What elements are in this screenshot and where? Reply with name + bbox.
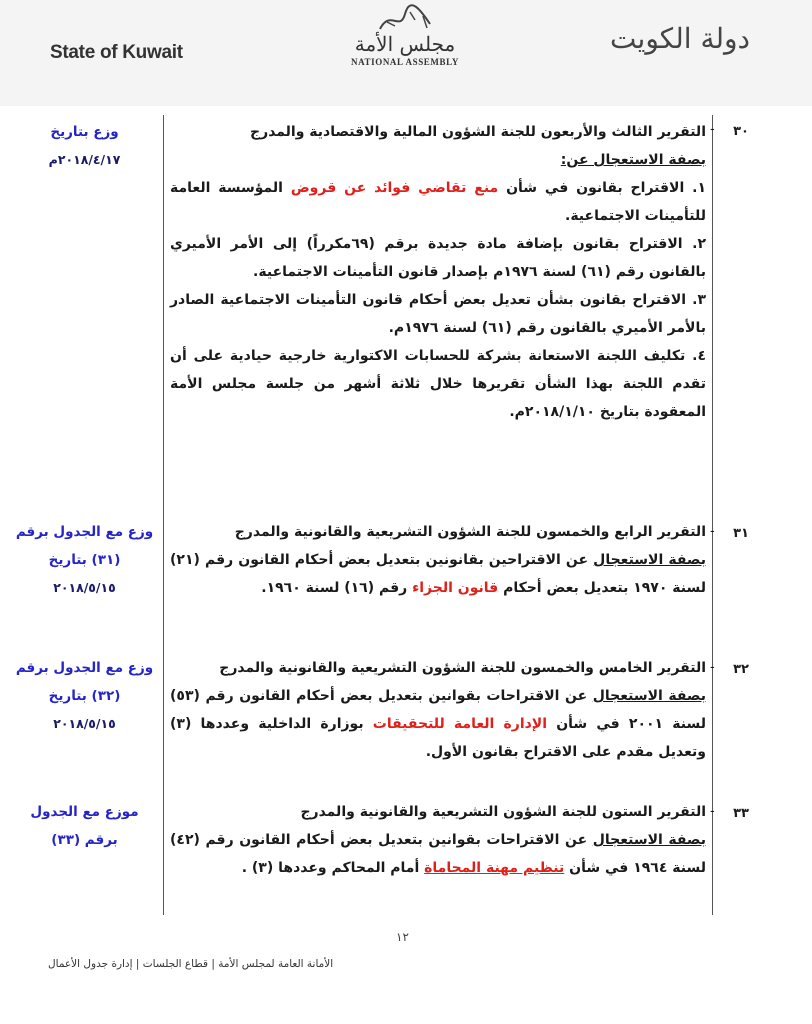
sub-item-1: ١. الاقتراح بقانون في شأن منع تقاضي فوائد عن قروض المؤسسة العامة للتأمينات الاجتماعية. — [170, 180, 707, 224]
national-assembly-emblem — [330, 4, 480, 74]
distribution-note — [12, 518, 157, 602]
note-label: وزع بتاريخ — [50, 124, 119, 140]
item-heading: التقرير الثالث والأربعون للجنة الشؤون المالية والاقتصادية والمدرج — [250, 124, 706, 140]
column-divider-right — [712, 115, 713, 915]
note-label: وزع مع الجدول برقم (٣٢) بتاريخ — [15, 660, 154, 704]
highlighted-topic: قانون الجزاء — [412, 580, 499, 596]
calligraphy-logo-icon — [375, 4, 435, 34]
footer-department: الأمانة العامة لمجلس الأمة | قطاع الجلسات | إدارة جدول الأعمال — [48, 958, 334, 970]
emblem-english-text: NATIONAL ASSEMBLY — [351, 57, 459, 67]
highlighted-topic: الإدارة العامة للتحقيقات — [372, 716, 548, 732]
page-number: ١٢ — [396, 930, 409, 944]
note-date: ٢٠١٨/٥/١٥ — [53, 580, 116, 595]
note-label: موزع مع الجدول برقم (٣٣) — [30, 804, 139, 848]
highlighted-topic: منع تقاضي فوائد عن قروض — [290, 180, 499, 196]
column-divider-left — [163, 115, 164, 915]
item-number: ٣٠ — [733, 124, 749, 139]
sub-item-3: ٣. الاقتراح بقانون بشأن تعديل بعض أحكام قانون التأمينات الاجتماعية الصادر بالأمر الأميري بالقانون رقم (٦١) لسنة ١٩٧٦م. — [170, 292, 707, 336]
item-body — [170, 118, 706, 426]
item-heading-urgent: بصفة الاستعجال عن: — [560, 152, 706, 168]
distribution-note — [12, 654, 157, 738]
highlighted-topic: تنظيم مهنة المحاماة — [424, 860, 565, 876]
note-date: ٢٠١٨/٥/١٥ — [53, 716, 116, 731]
emblem-arabic-text: مجلس الأمة — [354, 32, 456, 56]
item-number: ٣٣ — [733, 806, 749, 821]
sub-item-4: ٤. تكليف اللجنة الاستعانة بشركة للحسابات الاكتوارية خارجية حيادية على أن تقدم اللجنة بهذا الشأن تقريرها خلال ثلاثة أشهر من جلسة مجلس الأمة المعقودة بتاريخ ٢٠١٨/١/١٠م. — [170, 348, 707, 420]
sub-item-2: ٢. الاقتراح بقانون بإضافة مادة جديدة برقم (٦٩مكرراً) إلى الأمر الأميري بالقانون رقم (٦١) لسنة ١٩٧٦م بإصدار قانون التأمينات الاجتماعية. — [170, 236, 706, 280]
distribution-note — [12, 798, 157, 854]
item-number: ٣٢ — [733, 662, 749, 677]
item-number: ٣١ — [733, 526, 749, 541]
item-body: التقرير الستون للجنة الشؤون التشريعية والقانونية والمدرج بصفة الاستعجال عن الاقتراحات بقوانين بتعديل بعض أحكام القانون رقم (٤٢) لسنة ١٩٦٤ في شأن تنظيم مهنة المحاماة أمام المحاكم وعددها (٣) . — [170, 804, 706, 876]
distribution-note — [12, 118, 157, 174]
item-body: التقرير الرابع والخمسون للجنة الشؤون التشريعية والقانونية والمدرج بصفة الاستعجال عن الاقتراحين بقانونين بتعديل بعض أحكام القانون رقم (٢١) لسنة ١٩٧٠ بتعديل بعض أحكام قانون الجزاء رقم (١٦) لسنة ١٩٦٠. — [170, 524, 706, 596]
letterhead — [0, 0, 812, 106]
item-body: التقرير الخامس والخمسون للجنة الشؤون التشريعية والقانونية والمدرج بصفة الاستعجال عن الاقتراحات بقوانين بتعديل بعض أحكام القانون رقم (٥٣) لسنة ٢٠٠١ في شأن الإدارة العامة للتحقيقات بوزارة الداخلية وعددها (٣) وتعديل مقدم على الاقتراح بقانون الأول. — [170, 660, 706, 760]
state-of-kuwait-title: State of Kuwait — [50, 42, 183, 63]
arabic-state-title: دولة الكويت — [610, 22, 750, 55]
note-date: ٢٠١٨/٤/١٧م — [48, 152, 121, 167]
note-label: وزع مع الجدول برقم (٣١) بتاريخ — [15, 524, 154, 568]
